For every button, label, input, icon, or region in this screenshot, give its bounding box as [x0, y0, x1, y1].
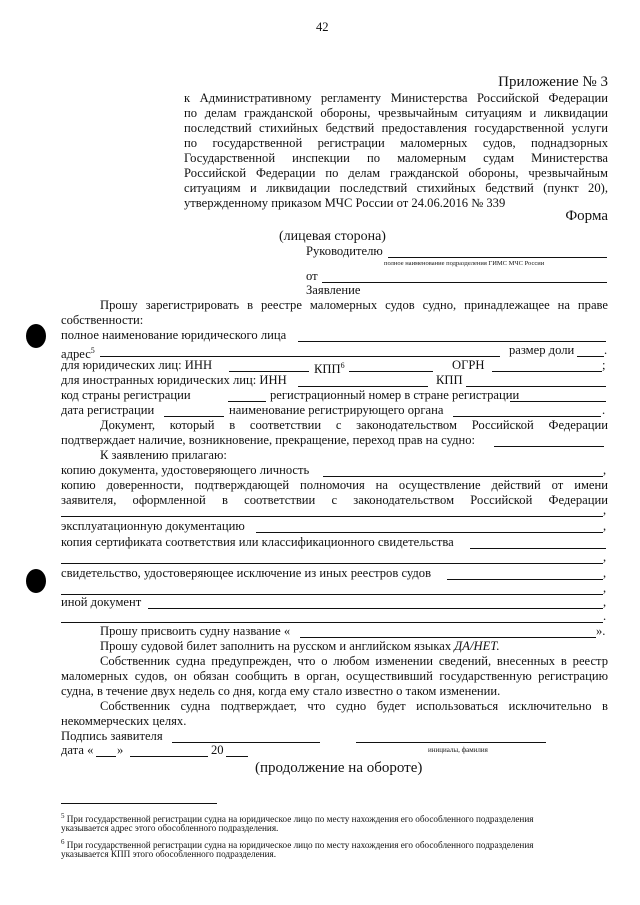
reg-number-label: регистрационный номер в стране регистрации	[270, 388, 520, 402]
certificate-label: копия сертификата соответствия или классификационного свидетельства	[61, 535, 454, 549]
comma: ,	[603, 519, 607, 533]
footnote-text: При государственной регистрации судна на юридическое лицо по месту нахождения его обособленного подразделения	[66, 814, 534, 825]
document-line: подтверждает наличие, возникновение, прекращение, переход прав на судно:	[61, 433, 476, 447]
date-year-line[interactable]	[226, 756, 248, 757]
reg-date-line[interactable]	[164, 416, 224, 417]
intro-line: собственности:	[61, 313, 144, 327]
foreign-kpp-line[interactable]	[466, 386, 606, 387]
warning-line: Собственник судна предупрежден, что о любом изменении сведений, внесенных в реестр	[100, 654, 608, 668]
comma: ,	[603, 463, 607, 477]
legal-inn-label: для юридических лиц: ИНН	[61, 358, 213, 372]
country-code-label: код страны регистрации	[61, 388, 191, 402]
exclusion-line-2[interactable]	[61, 594, 603, 595]
legal-name-line[interactable]	[298, 341, 606, 342]
comma: ,	[603, 581, 607, 595]
footnote-separator	[61, 803, 217, 804]
comma: ,	[603, 550, 607, 564]
intro-line: Прошу зарегистрировать в реестре маломерных судов судно, принадлежащее на праве	[100, 298, 608, 312]
certificate-line-2[interactable]	[61, 563, 603, 564]
date-year: 20	[211, 743, 224, 757]
legal-name-label: полное наименование юридического лица	[61, 328, 287, 342]
noncommercial-line: Собственник судна подтверждает, что судно будет использоваться исключительно в	[100, 699, 608, 713]
continued-label: (продолжение на обороте)	[255, 760, 423, 776]
foreign-kpp-label: КПП	[436, 373, 463, 387]
foreign-inn-label: для иностранных юридических лиц: ИНН	[61, 373, 287, 387]
kpp-label	[314, 358, 345, 377]
footnote-5-cont: указывается адрес этого обособленного подразделения.	[61, 823, 279, 833]
date-month-line[interactable]	[130, 756, 208, 757]
comma: ,	[603, 595, 607, 609]
page-number: 42	[316, 20, 329, 34]
reg-org-line[interactable]	[453, 416, 601, 417]
share-line[interactable]	[577, 356, 604, 357]
reg-org-label: наименование регистрирующего органа	[229, 403, 444, 417]
ticket-options[interactable]: ДА/НЕТ.	[454, 639, 500, 653]
id-copy-line[interactable]	[323, 476, 603, 477]
date-day-line[interactable]	[96, 756, 116, 757]
dot-punct: .	[603, 609, 607, 623]
signature-line[interactable]	[172, 742, 320, 743]
appendix-line: к Административному регламенту Министерства Российской Федерации	[184, 91, 608, 105]
comma: ,	[603, 503, 607, 517]
appendix-line: Государственной инспекции по маломерным судам Министерства	[184, 151, 608, 165]
semicolon: ;	[602, 358, 606, 372]
ops-docs-label: эксплуатационную документацию	[61, 519, 245, 533]
initials-hint: инициалы, фамилия	[428, 746, 488, 754]
poa-line: заявителя, оформленной в соответствии с законодательством Российской Федерации	[61, 493, 608, 507]
initials-line[interactable]	[356, 742, 546, 743]
date-label: дата «	[61, 743, 94, 757]
ticket-text: Прошу судовой билет заполнить на русском и английском языках	[100, 639, 455, 653]
id-copy-label: копию документа, удостоверяющего личность	[61, 463, 310, 477]
address-text: адрес	[61, 347, 91, 362]
ticket-line	[100, 639, 500, 654]
appendix-line: по государственной регистрации маломерных судов, поднадзорных	[184, 136, 608, 150]
footnote-ref-6: 6	[340, 361, 345, 370]
ops-docs-line[interactable]	[256, 532, 603, 533]
poa-field-line[interactable]	[61, 516, 603, 517]
other-doc-line-2[interactable]	[61, 622, 603, 623]
appendix-line: утвержденному приказом МЧС России от 24.06.2016 № 339	[184, 196, 506, 210]
punch-hole	[26, 569, 46, 593]
certificate-line[interactable]	[470, 548, 606, 549]
statement-title: Заявление	[306, 283, 361, 297]
from-label: от	[306, 269, 318, 283]
noncommercial-line: некоммерческих целях.	[61, 714, 187, 728]
vessel-name-line[interactable]	[300, 637, 596, 638]
appendix-line: Российской Федерации по делам гражданской обороны, чрезвычайным	[184, 166, 608, 180]
appendix-line: последствий стихийных бедствий предоставления государственной услуги	[184, 121, 608, 135]
kpp-line[interactable]	[349, 371, 433, 372]
ogrn-line[interactable]	[492, 371, 602, 372]
dot-punct: .	[602, 403, 606, 417]
warning-line: маломерных судов, он обязан сообщить в орган, осуществивший государственную регистрацию	[61, 669, 608, 683]
punch-hole	[26, 324, 46, 348]
footnote-text: При государственной регистрации судна на юридическое лицо по месту нахождения его обособленного подразделения	[66, 840, 534, 851]
poa-line: копию доверенности, подтверждающей полномочия на осуществление действий от имени	[61, 478, 608, 492]
addressee-label: Руководителю	[306, 244, 383, 258]
share-label: размер доли	[509, 343, 575, 357]
vessel-name-end: ».	[596, 624, 606, 638]
footnote-mark: 5	[61, 812, 65, 820]
appendix-title: Приложение № 3	[498, 74, 608, 90]
signature-label: Подпись заявителя	[61, 729, 163, 743]
other-doc-line[interactable]	[148, 608, 603, 609]
appendix-line: ситуациям и ликвидации последствий стихийных бедствий (пункт 20),	[184, 181, 608, 195]
country-code-line[interactable]	[228, 401, 266, 402]
footnote-6-cont: указывается КПП этого обособленного подразделения.	[61, 849, 277, 859]
comma: ,	[603, 566, 607, 580]
warning-line: судна, в течение двух недель со дня, когда ему стало известно о таком изменении.	[61, 684, 501, 698]
reg-number-line[interactable]	[510, 401, 606, 402]
ogrn-label: ОГРН	[452, 358, 485, 372]
exclusion-line[interactable]	[447, 579, 603, 580]
appendix-line: по делам гражданской обороны, чрезвычайным ситуациям и ликвидации	[184, 106, 608, 120]
from-line[interactable]	[322, 282, 607, 283]
kpp-text: КПП	[314, 362, 341, 377]
reg-date-label: дата регистрации	[61, 403, 155, 417]
addressee-hint: полное наименование подразделения ГИМС МЧС России	[384, 260, 545, 267]
addressee-line[interactable]	[388, 257, 607, 258]
address-line[interactable]	[100, 356, 500, 357]
date-close: »	[117, 743, 124, 757]
exclusion-label: свидетельство, удостоверяющее исключение из иных реестров судов	[61, 566, 432, 580]
footnote-mark: 6	[61, 838, 65, 846]
footnote-ref-5: 5	[90, 346, 95, 355]
dot-punct: .	[604, 343, 608, 357]
document-field-line[interactable]	[494, 446, 604, 447]
attach-header: К заявлению прилагаю:	[100, 448, 227, 462]
side-label: (лицевая сторона)	[279, 229, 386, 244]
foreign-inn-line[interactable]	[298, 386, 428, 387]
form-label: Форма	[565, 208, 608, 224]
document-line: Документ, который в соответствии с законодательством Российской Федерации	[100, 418, 608, 432]
vessel-name-label: Прошу присвоить судну название «	[100, 624, 291, 638]
legal-inn-line[interactable]	[229, 371, 309, 372]
other-doc-label: иной документ	[61, 595, 142, 609]
